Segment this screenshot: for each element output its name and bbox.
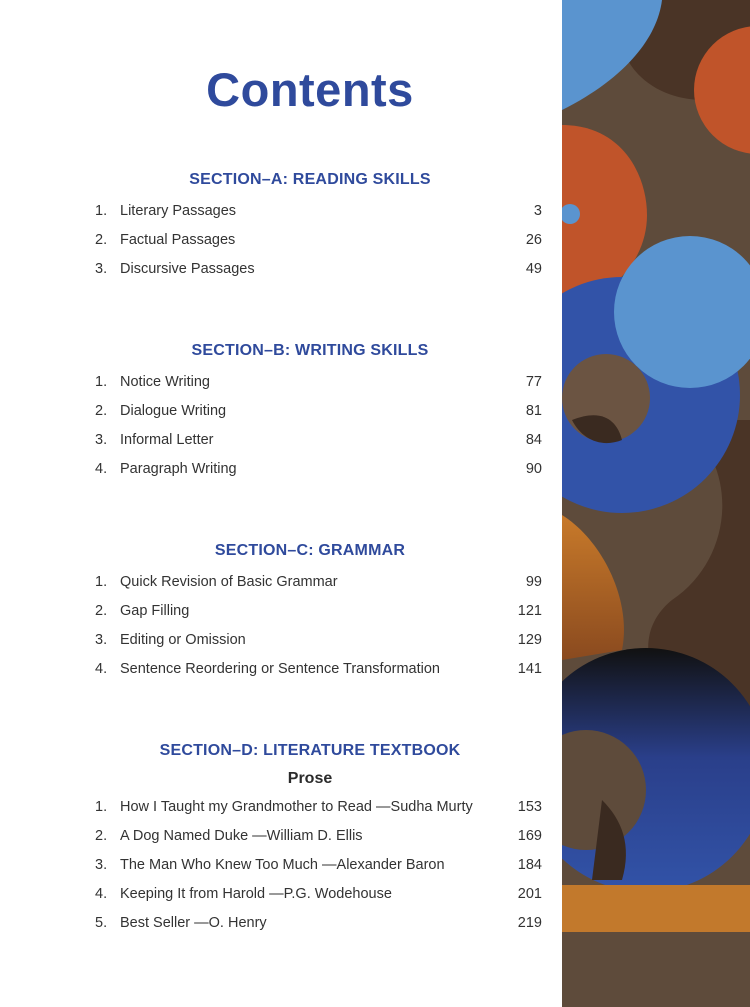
entry-page-number: 141	[517, 661, 542, 677]
toc-entry[interactable]	[0, 851, 620, 880]
entry-page-number: 81	[525, 403, 542, 419]
section-b	[0, 342, 620, 484]
toc-entry[interactable]	[0, 368, 620, 397]
entry-title: Gap Filling	[120, 603, 190, 619]
entry-number: 2.	[95, 232, 108, 248]
toc-entry[interactable]	[0, 397, 620, 426]
entry-page-number: 84	[525, 432, 542, 448]
entry-page-number: 26	[525, 232, 542, 248]
entry-number: 3.	[95, 261, 108, 277]
entry-number: 3.	[95, 632, 108, 648]
toc-entry[interactable]	[0, 909, 620, 938]
entry-title: Literary Passages	[120, 203, 237, 219]
entry-page-number: 90	[525, 461, 542, 477]
entry-title: How I Taught my Grandmother to Read —Sudha Murty	[120, 799, 473, 815]
section-heading: SECTION–D: LITERATURE TEXTBOOK	[159, 742, 461, 759]
entry-page-number: 3	[533, 203, 542, 219]
toc-entry[interactable]	[0, 597, 620, 626]
entry-number: 2.	[95, 828, 108, 844]
toc-entry[interactable]	[0, 793, 620, 822]
toc-entry[interactable]	[0, 255, 620, 284]
entry-title: Notice Writing	[120, 374, 210, 390]
entry-title: Discursive Passages	[120, 261, 255, 277]
section-c	[0, 542, 620, 684]
entry-page-number: 201	[517, 886, 542, 902]
entry-title: Dialogue Writing	[120, 403, 227, 419]
entry-number: 2.	[95, 603, 108, 619]
entry-page-number: 169	[517, 828, 542, 844]
entry-page-number: 219	[517, 915, 542, 931]
entry-title: Paragraph Writing	[120, 461, 237, 477]
prose-subheading: Prose	[287, 770, 333, 787]
entry-page-number: 121	[517, 603, 542, 619]
entry-number: 4.	[95, 661, 108, 677]
page-title: Contents	[206, 63, 414, 116]
entry-number: 3.	[95, 432, 108, 448]
entry-number: 4.	[95, 886, 108, 902]
section-d	[0, 742, 620, 938]
entry-number: 4.	[95, 461, 108, 477]
toc-list	[0, 568, 620, 684]
entry-title: Factual Passages	[120, 232, 236, 248]
toc-entry[interactable]	[0, 626, 620, 655]
entry-title: Sentence Reordering or Sentence Transformation	[120, 661, 440, 677]
section-heading: SECTION–A: READING SKILLS	[189, 171, 431, 188]
entry-page-number: 49	[525, 261, 542, 277]
toc-entry[interactable]	[0, 426, 620, 455]
entry-number: 1.	[95, 574, 108, 590]
toc-list	[0, 793, 620, 938]
section-heading: SECTION–C: GRAMMAR	[214, 542, 406, 559]
toc-entry[interactable]	[0, 655, 620, 684]
toc-list	[0, 197, 620, 284]
toc-entry[interactable]	[0, 822, 620, 851]
entry-number: 1.	[95, 374, 108, 390]
entry-title: Quick Revision of Basic Grammar	[120, 574, 338, 590]
toc-entry[interactable]	[0, 880, 620, 909]
entry-number: 5.	[95, 915, 108, 931]
toc-entry[interactable]	[0, 568, 620, 597]
entry-title: Keeping It from Harold —P.G. Wodehouse	[120, 886, 392, 902]
section-heading: SECTION–B: WRITING SKILLS	[191, 342, 429, 359]
section-a	[0, 171, 620, 284]
toc-entry[interactable]	[0, 197, 620, 226]
decorative-artwork	[562, 0, 750, 1007]
entry-title: Informal Letter	[120, 432, 214, 448]
entry-page-number: 129	[517, 632, 542, 648]
entry-page-number: 153	[517, 799, 542, 815]
entry-title: A Dog Named Duke —William D. Ellis	[120, 828, 363, 844]
toc-entry[interactable]	[0, 226, 620, 255]
entry-page-number: 184	[517, 857, 542, 873]
entry-number: 1.	[95, 203, 108, 219]
entry-page-number: 99	[525, 574, 542, 590]
entry-number: 2.	[95, 403, 108, 419]
entry-page-number: 77	[525, 374, 542, 390]
entry-title: The Man Who Knew Too Much —Alexander Baron	[120, 857, 445, 873]
toc-entry[interactable]	[0, 455, 620, 484]
entry-number: 3.	[95, 857, 108, 873]
entry-number: 1.	[95, 799, 108, 815]
entry-title: Editing or Omission	[120, 632, 246, 648]
toc-list	[0, 368, 620, 484]
abstract-circles-illustration	[562, 0, 750, 1007]
entry-title: Best Seller —O. Henry	[120, 915, 267, 931]
